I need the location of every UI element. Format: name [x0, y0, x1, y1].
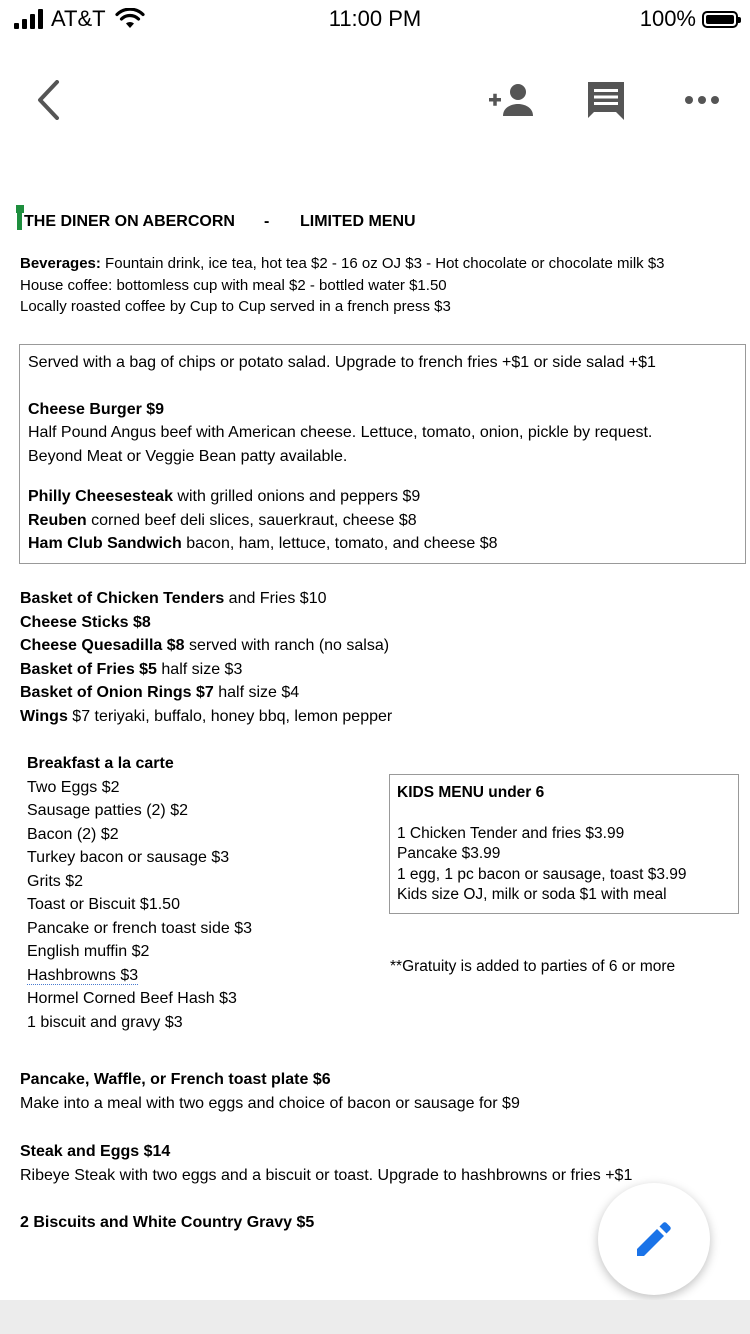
beverages-line-3: Locally roasted coffee by Cup to Cup served in a french press $3 [20, 298, 451, 315]
list-item: Two Eggs $2 [27, 778, 120, 796]
list-item: Kids size OJ, milk or soda $1 with meal [397, 886, 667, 903]
battery-percent: 100% [639, 6, 696, 31]
hashbrowns-text: Hashbrowns $3 [27, 966, 139, 984]
list-item [20, 658, 392, 682]
battery-icon [702, 11, 738, 28]
reuben-line [28, 509, 737, 533]
more-options-button[interactable] [680, 74, 724, 126]
list-item: Bacon (2) $2 [27, 825, 119, 843]
item-bold: Basket of Onion Rings $7 [20, 684, 214, 701]
ham-desc: bacon, ham, lettuce, tomato, and cheese $8 [181, 535, 498, 552]
carrier-name: AT&T [51, 6, 106, 31]
list-item: Grits $2 [27, 872, 84, 890]
bottom-bar [0, 1300, 750, 1334]
item-rest: served with ranch (no salsa) [184, 637, 390, 654]
list-item: Pancake $3.99 [397, 845, 501, 862]
item-bold: Basket of Fries $5 [20, 660, 157, 678]
status-time: 11:00 PM [328, 6, 422, 31]
list-item [20, 634, 392, 658]
burger-title: Cheese Burger $9 [28, 400, 165, 418]
philly-desc: with grilled onions and peppers $9 [172, 488, 421, 505]
list-item: Hormel Corned Beef Hash $3 [27, 990, 237, 1007]
list-item: Pancake or french toast side $3 [27, 919, 253, 937]
edit-fab-button[interactable] [598, 1183, 710, 1295]
list-item: 1 egg, 1 pc bacon or sausage, toast $3.99 [397, 865, 687, 883]
add-person-icon [486, 82, 534, 118]
list-item: 1 Chicken Tender and fries $3.99 [397, 824, 625, 842]
item-bold: Cheese Sticks $8 [20, 613, 151, 631]
list-item [20, 611, 392, 635]
doc-title [24, 210, 235, 234]
status-bar [0, 0, 750, 40]
text-cursor [17, 208, 22, 230]
burger-desc-1: Half Pound Angus beef with American cheese. Lettuce, tomato, onion, pickle by request. [28, 424, 653, 441]
reuben-desc: corned beef deli slices, sauerkraut, cheese $8 [86, 511, 417, 529]
back-button[interactable] [26, 70, 70, 130]
list-item: Toast or Biscuit $1.50 [27, 896, 180, 913]
breakfast-title: Breakfast a la carte [27, 755, 174, 772]
list-item: Sausage patties (2) $2 [27, 802, 188, 819]
kids-title: KIDS MENU under 6 [397, 784, 545, 801]
plate-desc: Make into a meal with two eggs and choice of bacon or sausage for $9 [20, 1094, 520, 1112]
steak-title: Steak and Eggs $14 [20, 1143, 171, 1160]
list-item [27, 964, 252, 988]
comments-button[interactable] [580, 74, 632, 126]
item-bold: Cheese Quesadilla $8 [20, 637, 185, 654]
steak-desc: Ribeye Steak with two eggs and a biscuit or toast. Upgrade to hashbrowns or fries +$1 [20, 1166, 633, 1184]
list-item [20, 587, 392, 611]
list-item: Turkey bacon or sausage $3 [27, 849, 230, 866]
biscuits-title: 2 Biscuits and White Country Gravy $5 [20, 1214, 315, 1231]
item-rest: $7 teriyaki, buffalo, honey bbq, lemon pepper [67, 707, 393, 725]
baskets-section [20, 587, 392, 728]
list-item: 1 biscuit and gravy $3 [27, 1013, 183, 1031]
comment-icon [584, 78, 628, 122]
battery [640, 6, 738, 32]
title-separator: - [264, 213, 270, 230]
reuben-name: Reuben [28, 511, 87, 529]
ham-line [28, 532, 737, 556]
toolbar [0, 70, 750, 130]
sandwich-box [19, 344, 746, 564]
list-item [20, 705, 392, 729]
title-right: LIMITED MENU [300, 213, 416, 230]
item-rest: and Fries $10 [224, 590, 327, 607]
steak-section [20, 1140, 632, 1187]
sandwich-intro: Served with a bag of chips or potato salad. Upgrade to french fries +$1 or side salad +$1 [28, 354, 656, 371]
beverages-line-2: House coffee: bottomless cup with meal $2 - bottled water $1.50 [20, 276, 447, 294]
philly-name: Philly Cheesesteak [28, 488, 173, 505]
kids-menu-box [389, 774, 739, 914]
pencil-icon [634, 1219, 674, 1259]
list-item [20, 681, 392, 705]
plate-section [20, 1068, 520, 1115]
beverages-label: Beverages: [20, 255, 101, 272]
item-bold: Basket of Chicken Tenders [20, 590, 225, 607]
ham-name: Ham Club Sandwich [28, 535, 182, 552]
beverages-line-1: Fountain drink, ice tea, hot tea $2 - 16 oz OJ $3 - Hot chocolate or chocolate milk $3 [100, 255, 665, 272]
breakfast-section [27, 752, 252, 1034]
beverages-section [20, 253, 665, 318]
item-rest: half size $4 [213, 684, 300, 701]
plate-title: Pancake, Waffle, or French toast plate $6 [20, 1071, 331, 1088]
chevron-left-icon [35, 80, 61, 120]
title-left: THE DINER ON ABERCORN [24, 213, 235, 230]
item-rest: half size $3 [156, 660, 243, 678]
item-bold: Wings [20, 707, 68, 725]
burger-desc-2: Beyond Meat or Veggie Bean patty available. [28, 447, 348, 465]
add-person-button[interactable] [484, 74, 536, 126]
more-horizontal-icon [684, 94, 720, 106]
gratuity-note: **Gratuity is added to parties of 6 or more [390, 958, 676, 975]
list-item: English muffin $2 [27, 943, 150, 960]
philly-line [28, 485, 737, 509]
